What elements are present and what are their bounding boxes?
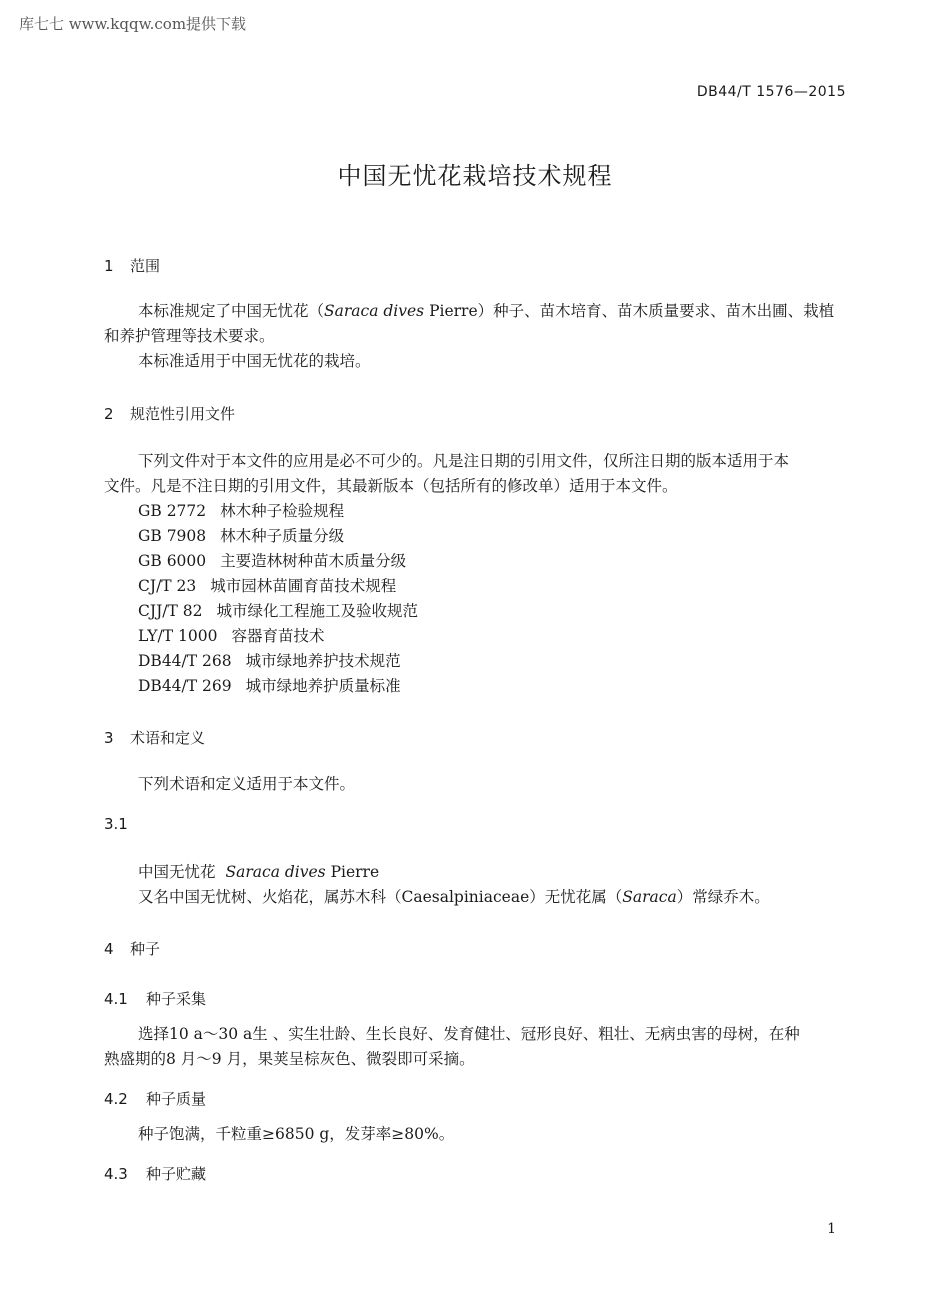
- reference-item: LY/T 1000 容器育苗技术: [138, 627, 325, 645]
- term-definition: 又名中国无忧树、火焰花，属苏木科（Caesalpiniaceae）无忧花属（Saraca）常绿乔木。: [138, 888, 770, 906]
- reference-item: GB 6000 主要造林树种苗木质量分级: [138, 552, 407, 570]
- paragraph: 本标准规定了中国无忧花（Saraca dives Pierre）种子、苗木培育、苗木质量要求、苗木出圃、栽植: [138, 302, 835, 320]
- subsection-heading-4-1: 4.1 种子采集: [104, 990, 207, 1008]
- paragraph: 选择10 a～30 a生 、实生壮龄、生长良好、发育健壮、冠形良好、粗壮、无病虫害的母树，在种: [138, 1025, 800, 1043]
- paragraph: 本标准适用于中国无忧花的栽培。: [138, 352, 371, 370]
- reference-item: GB 7908 林木种子质量分级: [138, 527, 345, 545]
- reference-item: CJJ/T 82 城市绿化工程施工及验收规范: [138, 602, 419, 620]
- reference-item: DB44/T 268 城市绿地养护技术规范: [138, 652, 401, 670]
- watermark: 库七七 www.kqqw.com提供下载: [19, 15, 247, 33]
- term-chinese: 中国无忧花: [138, 863, 216, 881]
- paragraph: 下列文件对于本文件的应用是必不可少的。凡是注日期的引用文件，仅所注日期的版本适用于本: [138, 452, 790, 470]
- paragraph: 下列术语和定义适用于本文件。: [138, 775, 356, 793]
- section-number: 3: [104, 729, 114, 747]
- section-heading-2: [104, 403, 235, 424]
- section-heading-4: [104, 938, 160, 959]
- section-title: 范围: [130, 257, 161, 275]
- section-heading-3: [104, 727, 205, 748]
- paragraph-continued: 熟盛期的8 月～9 月，果荚呈棕灰色、微裂即可采摘。: [104, 1050, 475, 1068]
- section-title: 术语和定义: [130, 729, 206, 747]
- section-heading-1: [104, 255, 160, 276]
- paragraph-continued: 文件。凡是不注日期的引用文件，其最新版本（包括所有的修改单）适用于本文件。: [104, 477, 678, 495]
- section-number: 2: [104, 405, 114, 423]
- document-code: DB44/T 1576—2015: [696, 84, 846, 100]
- term-entry: 中国无忧花 Saraca dives Pierre: [138, 863, 380, 881]
- reference-item: CJ/T 23 城市园林苗圃育苗技术规程: [138, 577, 397, 595]
- section-number: 4: [104, 940, 114, 958]
- section-title: 规范性引用文件: [130, 405, 236, 423]
- paragraph: 种子饱满，千粒重≥6850 g，发芽率≥80%。: [138, 1125, 455, 1143]
- term-latin: Saraca dives: [225, 863, 326, 881]
- reference-item: GB 2772 林木种子检验规程: [138, 502, 345, 520]
- subsection-heading-4-3: 4.3 种子贮藏: [104, 1165, 207, 1183]
- paragraph-continued: 和养护管理等技术要求。: [104, 327, 275, 345]
- reference-item: DB44/T 269 城市绿地养护质量标准: [138, 677, 401, 695]
- subsection-heading-4-2: 4.2 种子质量: [104, 1090, 207, 1108]
- section-title: 种子: [130, 940, 161, 958]
- section-number: 1: [104, 257, 114, 275]
- page-number: 1: [827, 1221, 836, 1237]
- subsection-number: 3.1: [104, 815, 128, 833]
- page-title: 中国无忧花栽培技术规程: [337, 162, 613, 190]
